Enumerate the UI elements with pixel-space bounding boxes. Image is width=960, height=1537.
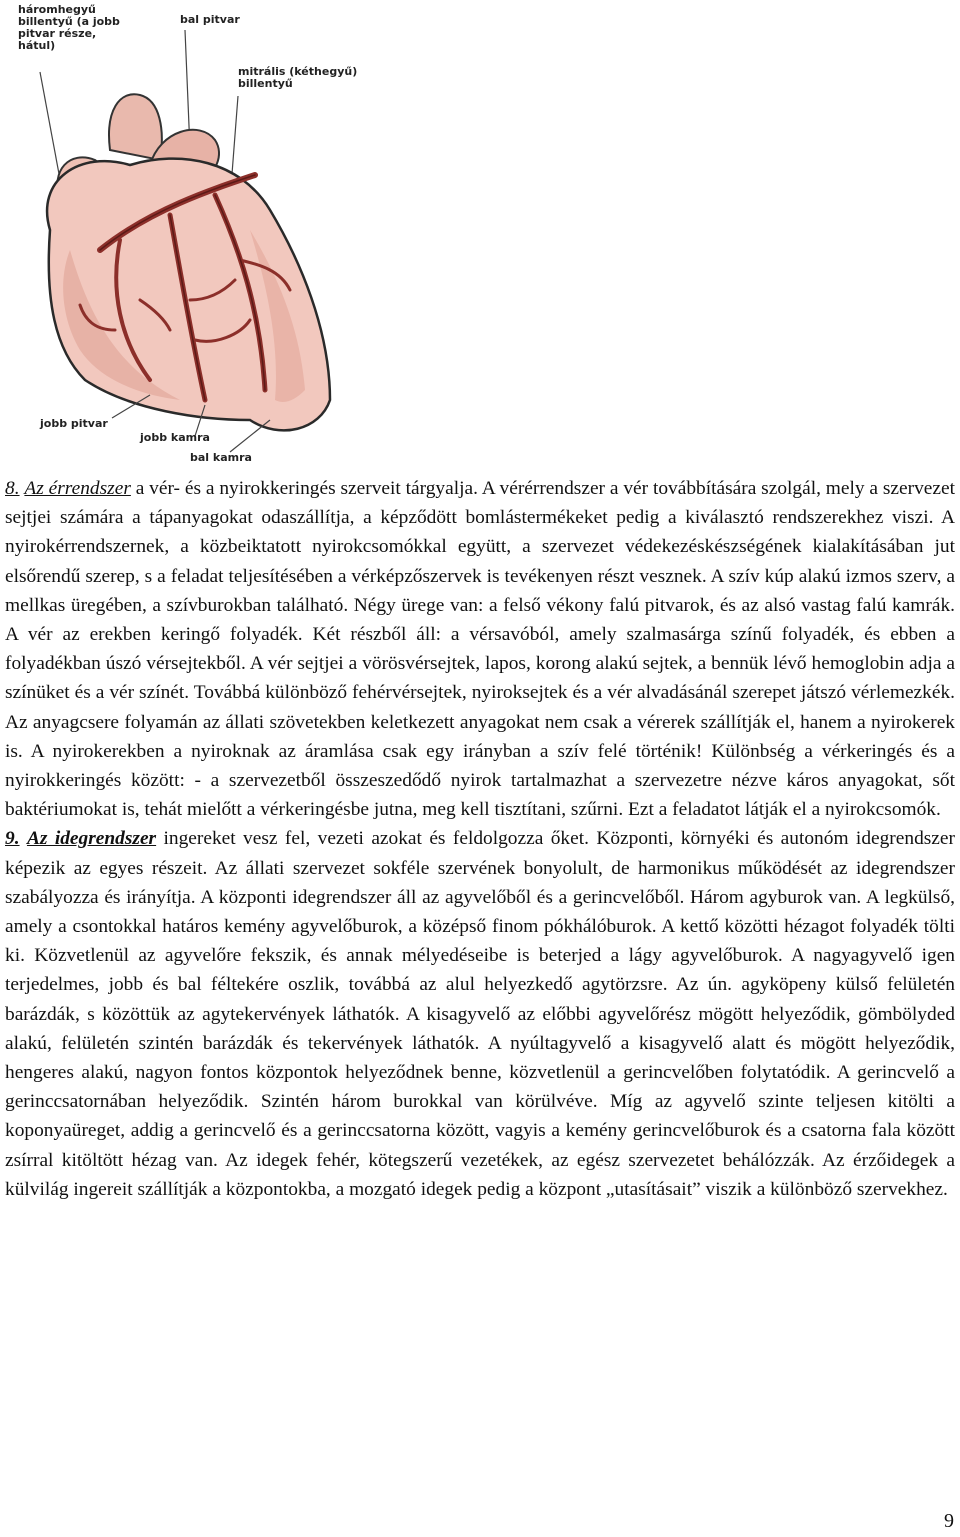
- label-mitral-valve: mitrális (kéthegyű) billentyű: [238, 65, 358, 90]
- label-tricuspid-valve: háromhegyű billentyű (a jobb pitvar része, hátul): [18, 3, 120, 52]
- label-right-ventricle: jobb kamra: [140, 431, 210, 444]
- page-number: 9: [944, 1510, 954, 1532]
- body-text: [5, 474, 955, 1204]
- section-9-body: ingereket vesz fel, vezeti azokat és feldolgozza őket. Központi, környéki és autonóm idegrendszer képezik az egyes részeit. Az állati szervezet sokféle szervének bonyolult, de harmonikus működését az idegrendszer szabályozza és irányítja. A központi idegrendszer áll az agyvelőből és a gerincvelőből. Három agyburok van. A legkülső, amely a csontokkal határos kemény agyvelőburok, a középső finom pókhálóburok. A kettő közötti hézagot folyadék tölti ki. Közvetlenül az agyvelőre fekszik, és annak mélyedéseibe is beterjed a lágy agyvelőburok. A nagyagyvelő igen terjedelmes, jobb és bal féltekére oszlik, továbbá az alul helyezkedő agytörzsre. Az ún. agyköpeny külső felületén barázdák, s közöttük az agytekervények láthatók. A kisagyvelő az előbbi agyvelőrész mögött helyeződik, gömbölyded alakú, felületén szintén barázdák és tekervények láthatók. A nyúltagyvelő a kisagyvelő alatt és mögött helyeződik, hengeres alakú, nagyon fontos központok helyeződnek benne, közvetlenül a gerincvelőben folytatódik. A gerincvelő a gerinccsatornában helyeződik. Szintén három burokkal van körülvéve. Míg az agyvelő szinte teljesen kitölti a koponyaüreget, addig a gerincvelő és a gerinccsatorna között, vagyis a kemény gerincvelőburok és a csatorna fala között zsírral kitöltött hézag van. Az idegek fehér, kötegszerű vezetékek, az egész szervezetet behálózzák. Az érzőidegek a külvilág ingereit szállítják a központokba, a mozgató idegek pedig a központ „utasításait” viszik a különböző szervekhez.: [5, 828, 955, 1200]
- label-right-atrium: jobb pitvar: [40, 417, 108, 430]
- section-8-body: a vér- és a nyirokkeringés szerveit tárgyalja. A vérérrendszer a vér továbbítására szolgál, mely a szervezet sejtjei számára a tápanyagokat odaszállítja, a képződött bomlástermékeket pedig a kiválasztó rendszerekhez viszi. A nyirokérrendszernek, a közbeiktatott nyirokcsomókkal együtt, a szervezet védekezéskészségének kialakításában jut elsőrendű szerep, s a feladat teljesítésében a vérképzőszervek is tevékenyen részt vesznek. A szív kúp alakú izmos szerv, a mellkas üregében, a szívburokban található. Négy ürege van: a felső vékony falú pitvarok, és az alsó vastag falú kamrák. A vér az erekben keringő folyadék. Két részből áll: a vérsavóból, amely szalmasárga színű folyadék, és ebben a folyadékban úszó vérsejtekből. A vér sejtjei a vörösvérsejtek, lapos, korong alakú sejtek, a bennük lévő hemoglobin adja a színüket és a vér színét. Továbbá különböző fehérvérsejtek, nyiroksejtek és a vér alvadásánál szerepet játszó vérlemezkék. Az anyagcsere folyamán az állati szövetekben keletkezett anyagokat nem csak a vérerek szállítják el, hanem a nyirokerek is. A nyirokerekben a nyiroknak az áramlása csak egy irányban a szív felé történik! Különbség a vérkeringés és a nyirokkeringés között: - a szervezetből összeszedődő nyirok tartalmazhat a szervezetre nézve káros anyagokat, sőt baktériumokat is, tehát mielőtt a vérkeringésbe jutna, meg kell tisztítani, szűrni. Ezt a feladatot látják el a nyirokcsomók.: [5, 478, 955, 821]
- section-9-paragraph: [5, 824, 955, 1204]
- heart-illustration: [0, 0, 370, 470]
- section-8-paragraph: [5, 474, 955, 824]
- section-8-number: 8.: [5, 478, 20, 499]
- section-8-title: Az érrendszer: [24, 478, 131, 499]
- label-left-atrium: bal pitvar: [180, 13, 240, 26]
- section-9-title: Az idegrendszer: [26, 828, 157, 850]
- label-left-ventricle: bal kamra: [190, 451, 252, 464]
- section-9-number: 9.: [5, 828, 20, 850]
